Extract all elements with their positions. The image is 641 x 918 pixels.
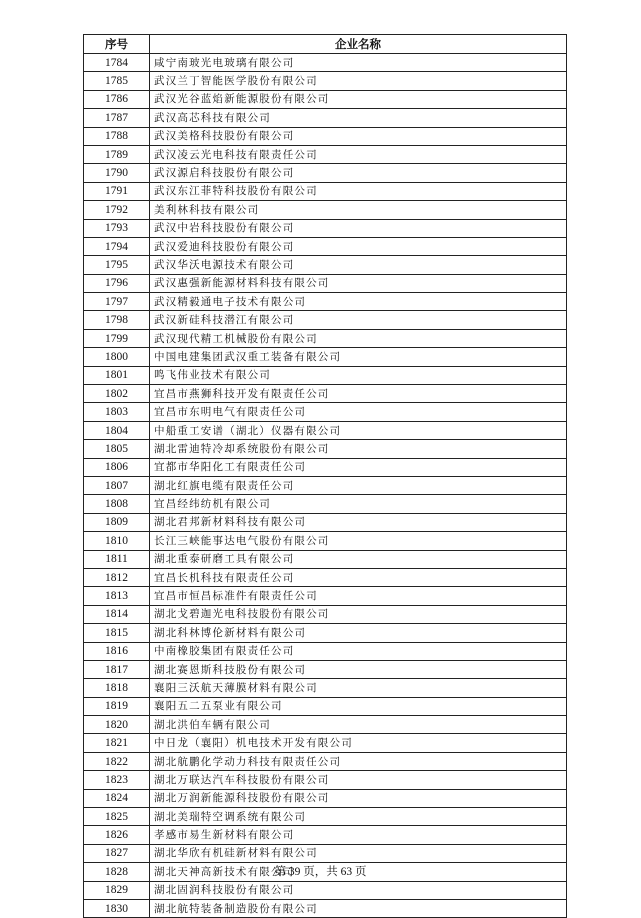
- company-name-cell: 湖北君邦新材料科技有限公司: [150, 513, 567, 531]
- company-list-table: [83, 34, 567, 918]
- serial-number-cell: 1787: [84, 109, 150, 127]
- serial-number-cell: 1784: [84, 54, 150, 72]
- company-name-cell: 长江三峡能事达电气股份有限公司: [150, 532, 567, 550]
- serial-number-cell: 1794: [84, 237, 150, 255]
- table-row: [84, 421, 567, 439]
- table-row: [84, 752, 567, 770]
- company-name-cell: 中国电建集团武汉重工装备有限公司: [150, 348, 567, 366]
- serial-number-cell: 1785: [84, 72, 150, 90]
- company-name-cell: 武汉东江菲特科技股份有限公司: [150, 182, 567, 200]
- company-name-cell: 宜昌经纬纺机有限公司: [150, 495, 567, 513]
- company-name-cell: 鸣飞伟业技术有限公司: [150, 366, 567, 384]
- serial-number-cell: 1830: [84, 899, 150, 917]
- company-name-cell: 湖北雷迪特冷却系统股份有限公司: [150, 440, 567, 458]
- serial-number-cell: 1799: [84, 329, 150, 347]
- table-row: [84, 513, 567, 531]
- serial-number-cell: 1819: [84, 697, 150, 715]
- company-name-cell: 武汉光谷蓝焰新能源股份有限公司: [150, 90, 567, 108]
- table-row: [84, 587, 567, 605]
- company-name-cell: 湖北航鹏化学动力科技有限责任公司: [150, 752, 567, 770]
- table-row: [84, 844, 567, 862]
- table-row: [84, 54, 567, 72]
- company-name-cell: 宜昌长机科技有限责任公司: [150, 568, 567, 586]
- serial-number-cell: 1829: [84, 881, 150, 899]
- table-header-row: [84, 35, 567, 54]
- serial-number-cell: 1789: [84, 145, 150, 163]
- company-name-cell: 湖北万润新能源科技股份有限公司: [150, 789, 567, 807]
- serial-number-cell: 1788: [84, 127, 150, 145]
- company-name-cell: 湖北航特装备制造股份有限公司: [150, 899, 567, 917]
- serial-number-cell: 1797: [84, 293, 150, 311]
- company-name-cell: 宜昌市恒昌标准件有限责任公司: [150, 587, 567, 605]
- table-row: [84, 899, 567, 917]
- table-row: [84, 274, 567, 292]
- serial-number-cell: 1825: [84, 808, 150, 826]
- serial-number-cell: 1824: [84, 789, 150, 807]
- company-name-cell: 咸宁南玻光电玻璃有限公司: [150, 54, 567, 72]
- serial-number-cell: 1804: [84, 421, 150, 439]
- table-row: [84, 145, 567, 163]
- serial-number-cell: 1803: [84, 403, 150, 421]
- table-row: [84, 734, 567, 752]
- table-row: [84, 716, 567, 734]
- table-row: [84, 495, 567, 513]
- table-row: [84, 697, 567, 715]
- serial-number-cell: 1801: [84, 366, 150, 384]
- company-name-cell: 湖北赛恩斯科技股份有限公司: [150, 660, 567, 678]
- table-row: [84, 201, 567, 219]
- table-row: [84, 789, 567, 807]
- serial-number-cell: 1823: [84, 771, 150, 789]
- serial-number-cell: 1827: [84, 844, 150, 862]
- table-row: [84, 881, 567, 899]
- company-name-cell: 宜都市华阳化工有限责任公司: [150, 458, 567, 476]
- company-name-cell: 湖北固润科技股份有限公司: [150, 881, 567, 899]
- table-row: [84, 219, 567, 237]
- company-name-cell: 武汉中岩科技股份有限公司: [150, 219, 567, 237]
- serial-number-cell: 1790: [84, 164, 150, 182]
- company-name-cell: 武汉爱迪科技股份有限公司: [150, 237, 567, 255]
- company-name-cell: 中船重工安谱（湖北）仪器有限公司: [150, 421, 567, 439]
- serial-number-cell: 1818: [84, 679, 150, 697]
- table-row: [84, 550, 567, 568]
- table-row: [84, 568, 567, 586]
- table-row: [84, 90, 567, 108]
- serial-number-cell: 1816: [84, 642, 150, 660]
- serial-number-cell: 1786: [84, 90, 150, 108]
- page-number-footer: 第 39 页，共 63 页: [274, 866, 367, 878]
- company-name-cell: 武汉现代精工机械股份有限公司: [150, 329, 567, 347]
- company-name-cell: 武汉精毅通电子技术有限公司: [150, 293, 567, 311]
- serial-number-cell: 1800: [84, 348, 150, 366]
- company-name-cell: 武汉高芯科技有限公司: [150, 109, 567, 127]
- table-row: [84, 624, 567, 642]
- table-row: [84, 311, 567, 329]
- table-row: [84, 256, 567, 274]
- serial-number-cell: 1805: [84, 440, 150, 458]
- serial-number-cell: 1808: [84, 495, 150, 513]
- company-name-cell: 中南橡胶集团有限责任公司: [150, 642, 567, 660]
- table-row: [84, 403, 567, 421]
- table-row: [84, 293, 567, 311]
- table-row: [84, 440, 567, 458]
- table-row: [84, 660, 567, 678]
- serial-number-cell: 1802: [84, 385, 150, 403]
- serial-number-cell: 1815: [84, 624, 150, 642]
- table-row: [84, 366, 567, 384]
- serial-number-cell: 1812: [84, 568, 150, 586]
- company-name-cell: 湖北美瑞特空调系统有限公司: [150, 808, 567, 826]
- company-name-cell: 湖北科林博伦新材料有限公司: [150, 624, 567, 642]
- serial-number-cell: 1817: [84, 660, 150, 678]
- serial-number-cell: 1793: [84, 219, 150, 237]
- table-row: [84, 679, 567, 697]
- company-name-cell: 武汉美格科技股份有限公司: [150, 127, 567, 145]
- serial-number-cell: 1821: [84, 734, 150, 752]
- company-name-cell: 美利林科技有限公司: [150, 201, 567, 219]
- serial-number-cell: 1809: [84, 513, 150, 531]
- company-name-cell: 襄阳三沃航天薄膜材料有限公司: [150, 679, 567, 697]
- table-row: [84, 182, 567, 200]
- serial-number-cell: 1822: [84, 752, 150, 770]
- table-row: [84, 127, 567, 145]
- company-name-cell: 武汉华沃电源技术有限公司: [150, 256, 567, 274]
- serial-number-cell: 1791: [84, 182, 150, 200]
- table-row: [84, 476, 567, 494]
- serial-number-cell: 1814: [84, 605, 150, 623]
- table-row: [84, 605, 567, 623]
- company-name-cell: 湖北万联达汽车科技股份有限公司: [150, 771, 567, 789]
- table-row: [84, 348, 567, 366]
- table-row: [84, 385, 567, 403]
- company-name-cell: 宜昌市燕狮科技开发有限责任公司: [150, 385, 567, 403]
- table-row: [84, 532, 567, 550]
- table-row: [84, 329, 567, 347]
- serial-number-cell: 1828: [84, 863, 150, 881]
- company-name-cell: 宜昌市东明电气有限责任公司: [150, 403, 567, 421]
- company-name-cell: 湖北红旗电缆有限责任公司: [150, 476, 567, 494]
- table-row: [84, 72, 567, 90]
- table-row: [84, 826, 567, 844]
- company-name-cell: 武汉源启科技股份有限公司: [150, 164, 567, 182]
- table-body: [84, 54, 567, 918]
- serial-number-cell: 1826: [84, 826, 150, 844]
- serial-number-cell: 1813: [84, 587, 150, 605]
- company-name-cell: 湖北华欣有机硅新材料有限公司: [150, 844, 567, 862]
- company-name-cell: 武汉新硅科技潜江有限公司: [150, 311, 567, 329]
- company-name-cell: 湖北重泰研磨工具有限公司: [150, 550, 567, 568]
- table-row: [84, 642, 567, 660]
- serial-number-cell: 1807: [84, 476, 150, 494]
- table-row: [84, 237, 567, 255]
- table-row: [84, 109, 567, 127]
- company-name-cell: 湖北戈碧迦光电科技股份有限公司: [150, 605, 567, 623]
- serial-number-cell: 1792: [84, 201, 150, 219]
- serial-number-cell: 1798: [84, 311, 150, 329]
- company-name-cell: 孝感市易生新材料有限公司: [150, 826, 567, 844]
- column-header-serial-number: 序号: [84, 35, 150, 54]
- serial-number-cell: 1820: [84, 716, 150, 734]
- table-row: [84, 771, 567, 789]
- company-name-cell: 湖北天神高新技术有限公司: [150, 863, 567, 881]
- serial-number-cell: 1810: [84, 532, 150, 550]
- company-name-cell: 武汉兰丁智能医学股份有限公司: [150, 72, 567, 90]
- company-name-cell: 中日龙（襄阳）机电技术开发有限公司: [150, 734, 567, 752]
- company-name-cell: 武汉惠强新能源材料科技有限公司: [150, 274, 567, 292]
- company-name-cell: 襄阳五二五泵业有限公司: [150, 697, 567, 715]
- column-header-company-name: 企业名称: [150, 35, 567, 54]
- table-row: [84, 458, 567, 476]
- company-name-cell: 武汉凌云光电科技有限责任公司: [150, 145, 567, 163]
- serial-number-cell: 1795: [84, 256, 150, 274]
- table-row: [84, 808, 567, 826]
- serial-number-cell: 1811: [84, 550, 150, 568]
- serial-number-cell: 1806: [84, 458, 150, 476]
- serial-number-cell: 1796: [84, 274, 150, 292]
- table-row: [84, 164, 567, 182]
- company-name-cell: 湖北洪伯车辆有限公司: [150, 716, 567, 734]
